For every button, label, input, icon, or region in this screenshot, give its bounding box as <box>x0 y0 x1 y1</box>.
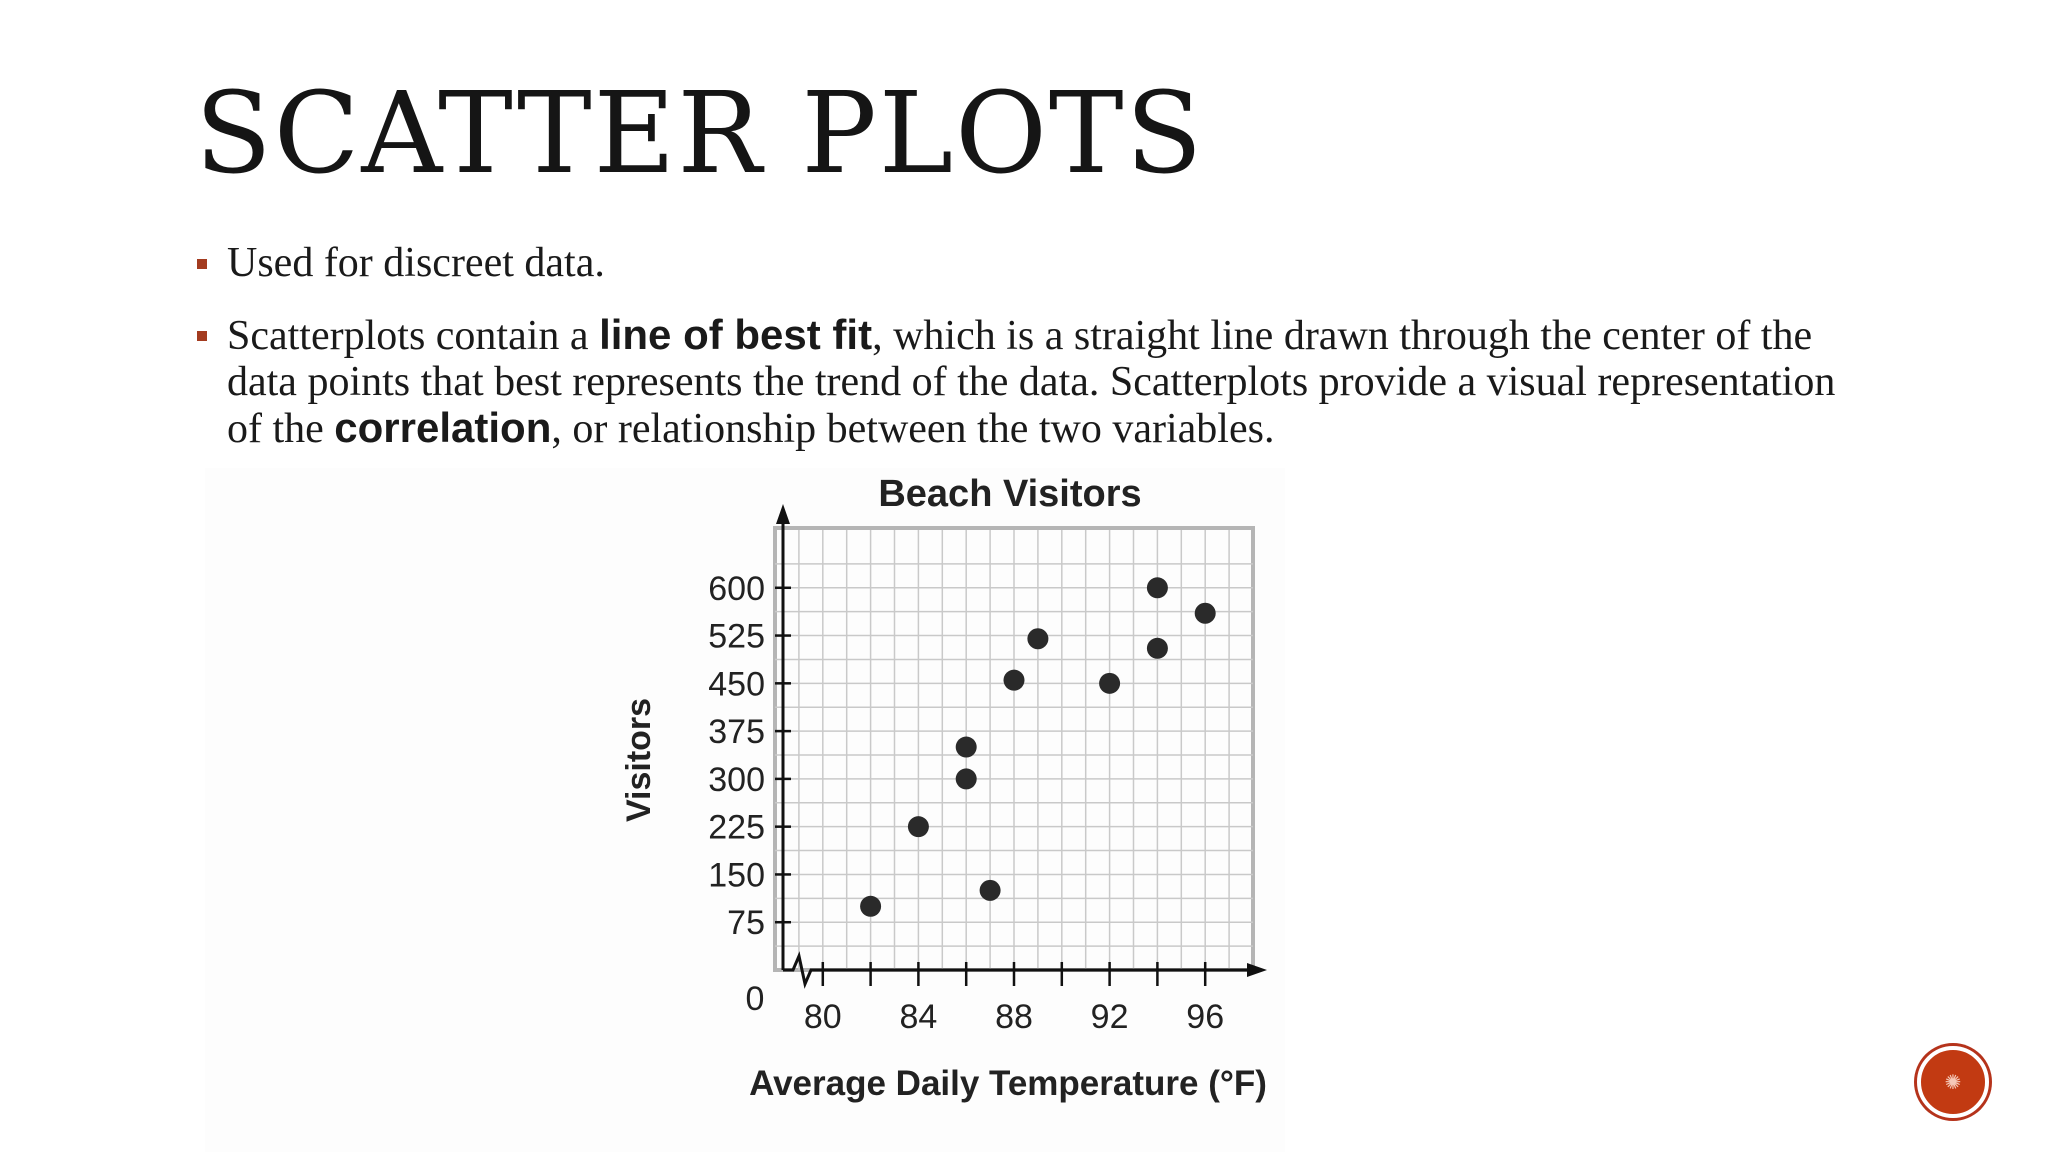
bullet-item <box>197 312 1877 452</box>
chart-title: Beach Visitors <box>878 473 1142 515</box>
x-tick-labels <box>804 998 1224 1036</box>
y-tick-labels <box>708 570 765 942</box>
x-tick-label: 88 <box>995 998 1033 1036</box>
y-tick-label: 225 <box>708 808 765 847</box>
y-tick-label: 525 <box>708 617 765 656</box>
logo-glyph-icon: ✺ <box>1944 1070 1962 1094</box>
bold-term: correlation <box>334 404 552 451</box>
scatter-chart <box>205 468 1285 1152</box>
x-axis-arrow-icon <box>1247 963 1267 977</box>
bullet-list <box>197 240 1877 478</box>
scatter-point <box>1099 673 1120 694</box>
x-tick-label: 96 <box>1186 998 1225 1036</box>
bullet-square-icon <box>197 259 207 269</box>
scatter-point <box>1004 670 1025 691</box>
bullet-text: , which is a straight line drawn through the center of the data points that best represents the trend of the data. Scatterplots provide a visual representation of the <box>227 313 1836 452</box>
y-tick-label: 300 <box>708 760 765 799</box>
slide-logo-icon[interactable] <box>1917 1046 1989 1118</box>
x-tick-label: 92 <box>1090 998 1129 1036</box>
chart-axes <box>775 504 1267 986</box>
x-tick-label: 80 <box>803 998 842 1036</box>
y-tick-label: 75 <box>727 904 765 943</box>
y-tick-label: 450 <box>708 665 765 704</box>
scatter-point <box>956 737 977 758</box>
scatter-point <box>980 880 1001 901</box>
y-tick-label: 150 <box>708 856 765 895</box>
scatter-point <box>1195 603 1216 624</box>
scatter-point <box>1147 577 1168 598</box>
bullet-text: Used for discreet data. <box>227 240 605 286</box>
bullet-square-icon <box>197 331 207 341</box>
bullet-text: , or relationship between the two variables. <box>551 406 1275 452</box>
y-axis-label: Visitors <box>620 697 658 823</box>
scatter-point <box>1027 628 1048 649</box>
origin-label: 0 <box>745 980 765 1018</box>
scatter-point <box>860 896 881 917</box>
x-tick-label: 84 <box>899 998 938 1036</box>
scatter-point <box>956 768 977 789</box>
y-tick-label: 375 <box>708 713 765 752</box>
y-tick-label: 600 <box>708 569 765 608</box>
y-axis-arrow-icon <box>776 504 790 524</box>
x-axis-label: Average Daily Temperature (°F) <box>749 1064 1267 1103</box>
bullet-text: Scatterplots contain a <box>227 313 600 359</box>
scatter-point <box>908 816 929 837</box>
bullet-item <box>197 240 1877 286</box>
scatter-point <box>1147 638 1168 659</box>
chart-grid <box>775 528 1253 970</box>
bold-term: line of best fit <box>599 311 873 358</box>
slide-title: SCATTER PLOTS <box>195 69 1205 199</box>
chart-container <box>205 468 1285 1152</box>
